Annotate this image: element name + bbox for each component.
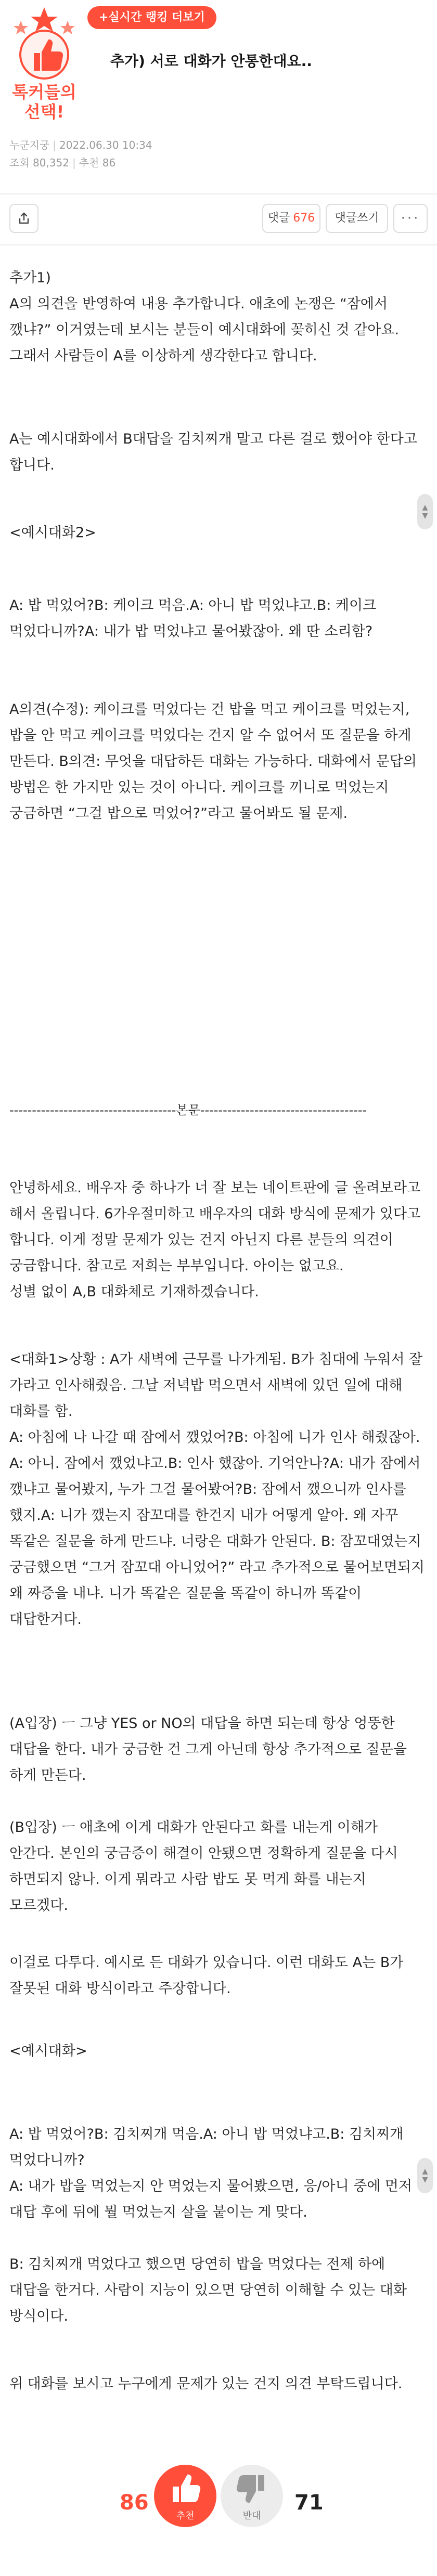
body-paragraph: A의견(수정): 케이크를 먹었다는 건 밥을 먹고 케이크를 먹었는지, 밥을 안 먹고 케이크를 먹었다는 건지 알 수 없어서 또 질문을 하게 만든다. B의견: 무엇을 대답하든 대화는 가능하다. 대화에서 문답의 방법은 한 가지만 있는 것이 아니다. 케이크를 끼니로 먹었는지 궁금하면 “그걸 밥으로 먹었어?”라고 물어봐도 될 문제. — [9, 701, 417, 822]
body-paragraph: 추가1) — [9, 270, 51, 286]
realtime-ranking-button[interactable]: +실시간 랭킹 더보기 — [87, 6, 216, 29]
body-paragraph: A: 아침에 나 나갈 때 잠에서 깼었어?B: 아침에 니가 인사 해줬잖아. A: 아니. 잠에서 깼었냐고.B: 인사 했잖아. 기억안나?A: 내가 잠에서 깼냐고 물어봤지, 누가 그걸 물어봤어?B: 잠에서 깼으니까 인사를 했지.A: 니가 깼는지 잠꼬대를 한건지 내가 어떻게 알아. 왜 자꾸 똑같은 질문을 하게 만드냐. 너랑은 대화가 안된다. B: 잠꼬대였는지 궁금했으면 “그거 잠꼬대 아니었어?” 라고 추가적으로 물어보면되지 왜 짜증을 내냐. 니가 똑같은 질문을 똑같이 하니까 똑같이 대답한거다. — [9, 1429, 425, 1628]
meta-separator: | — [53, 139, 57, 151]
badge-emblem-icon — [5, 5, 83, 83]
comment-count-button[interactable] — [262, 204, 320, 233]
chevron-up-icon: ▲ — [422, 503, 428, 512]
share-icon — [17, 212, 31, 225]
body-paragraph: 위 대화를 보시고 누구에게 문제가 있는 건지 의견 부탁드립니다. — [9, 2376, 403, 2392]
body-paragraph: 성별 없이 A,B 대화체로 기재하겠습니다. — [9, 1284, 259, 1300]
chevron-down-icon: ▼ — [422, 512, 428, 520]
oppose-button[interactable] — [221, 2465, 283, 2527]
oppose-vote-count: 71 — [294, 2491, 324, 2515]
recommend-button[interactable] — [154, 2465, 216, 2527]
body-paragraph: A의 의견을 반영하여 내용 추가합니다. 애초에 논쟁은 “잠에서 깼냐?” 이거였는데 보시는 분들이 예시대화에 꽂히신 것 같아요. 그래서 사람들이 A를 이상하게 생각한다고 합니다. — [9, 296, 400, 364]
share-button[interactable] — [9, 204, 38, 233]
body-paragraph: (A입장) ㅡ 그냥 YES or NO의 대답을 하면 되는데 항상 엉뚱한 대답을 한다. 내가 궁금한 건 그게 아닌데 항상 추가적으로 질문을 하게 만든다. — [9, 1715, 407, 1784]
write-comment-button[interactable]: 댓글쓰기 — [326, 204, 388, 233]
chevron-down-icon: ▼ — [422, 2176, 428, 2184]
toolbar-divider — [0, 244, 437, 245]
badge-label — [5, 82, 83, 122]
badge-label-line2: 선택! — [24, 102, 65, 122]
oppose-label: 반대 — [242, 2510, 261, 2521]
body-paragraph: A: 내가 밥을 먹었는지 안 먹었는지 물어봤으면, 응/아니 중에 먼저 대답 후에 뒤에 뭘 먹었는지 살을 붙이는 게 맞다. — [9, 2178, 413, 2220]
post-date: 2022.06.30 10:34 — [59, 139, 152, 151]
recommend-count: 추천 86 — [79, 157, 116, 169]
body-paragraph: 안녕하세요. 배우자 중 하나가 너 잘 보는 네이트판에 글 올려보라고 해서 올립니다. 6가우절미하고 배우자의 대화 방식에 문제가 있다고 합니다. 이게 정말 문제가 있는 건지 아닌지 다른 분들의 의견이 궁금합니다. 참고로 저희는 부부입니다. 아이는 없고요. — [9, 1180, 421, 1274]
post-meta — [9, 136, 152, 172]
comment-count: 676 — [293, 212, 315, 225]
scroll-handle[interactable] — [417, 494, 433, 529]
thumbs-down-icon — [236, 2472, 267, 2505]
body-paragraph: <예시대화> — [9, 2043, 87, 2059]
chevron-up-icon: ▲ — [422, 2167, 428, 2176]
meta-separator: | — [72, 157, 76, 169]
body-paragraph: A: 밥 먹었어?B: 케이크 먹음.A: 아니 밥 먹었냐고.B: 케이크 먹었다니까?A: 내가 밥 먹었냐고 물어봤잖아. 왜 딴 소리함? — [9, 597, 377, 640]
more-options-button[interactable]: ··· — [393, 204, 428, 233]
post-meta-row-2 — [9, 154, 152, 172]
body-paragraph: A는 예시대화에서 B대답을 김치찌개 말고 다른 걸로 했어야 한다고 합니다. — [9, 431, 417, 473]
talkers-choice-badge — [5, 5, 83, 125]
recommend-label: 추천 — [176, 2510, 195, 2521]
body-paragraph: A: 밥 먹었어?B: 김치찌개 먹음.A: 아니 밥 먹었냐고.B: 김치찌개 먹었다니까? — [9, 2126, 404, 2168]
vote-bar — [0, 2449, 437, 2564]
post-meta-row-1 — [9, 136, 152, 154]
post-header — [0, 0, 437, 198]
body-paragraph: B: 김치찌개 먹었다고 했으면 당연히 밥을 먹었다는 전제 하에 대답을 한거다. 사람이 지능이 있으면 당연히 이해할 수 있는 대화 방식이다. — [9, 2256, 407, 2324]
body-paragraph: <예시대화2> — [9, 525, 96, 541]
header-divider — [0, 193, 437, 194]
author-name[interactable]: 누군지궁 — [9, 139, 50, 151]
body-paragraph: <대화1>상황 : A가 새벽에 근무를 나가게됨. B가 침대에 누워서 잘 가라고 인사해줬음. 그날 저녁밥 먹으면서 새벽에 있던 일에 대해 대화를 함. — [9, 1351, 423, 1420]
body-paragraph: (B입장) ㅡ 애초에 이게 대화가 안된다고 화를 내는게 이해가 안간다. 본인의 궁금증이 해결이 안됐으면 정확하게 질문을 다시 하면되지 않나. 이게 뭐라고 사람 밥도 못 먹게 화를 내는지 모르겠다. — [9, 1819, 398, 1914]
thumbs-up-icon — [170, 2472, 201, 2505]
page-title: 추가) 서로 대화가 안통한대요.. — [110, 53, 312, 70]
view-count: 조회 80,352 — [9, 157, 69, 169]
scroll-handle[interactable] — [417, 2158, 433, 2193]
recommend-vote-count: 86 — [120, 2491, 149, 2515]
badge-label-line2-text: 선택 — [24, 102, 57, 122]
body-separator: -------------------------------------본문------------------------------------- — [9, 1103, 367, 1117]
comment-label: 댓글 — [267, 212, 290, 225]
badge-label-line1: 톡커들의 — [12, 82, 76, 102]
body-paragraph: 이걸로 다투다. 예시로 든 대화가 있습니다. 이런 대화도 A는 B가 잘못된 대화 방식이라고 주장합니다. — [9, 1955, 404, 1997]
